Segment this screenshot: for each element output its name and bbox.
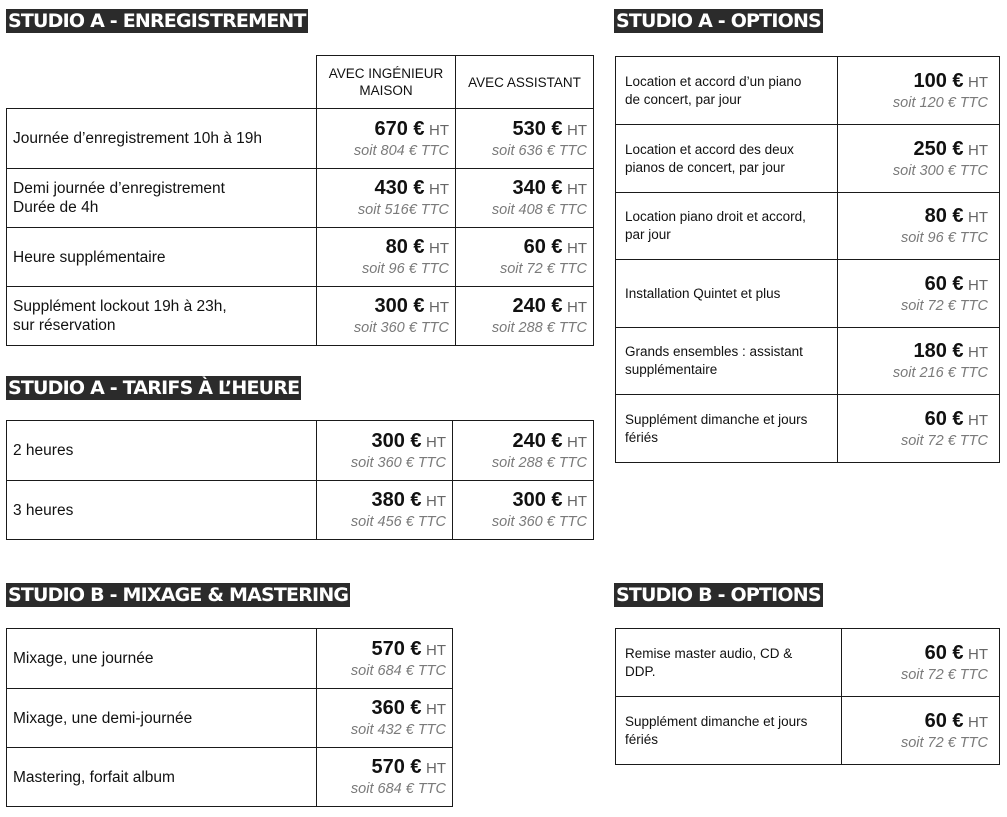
price-cell	[842, 697, 1000, 765]
price-ttc: soit 300 € TTC	[892, 162, 988, 179]
price-amount: 340 €	[512, 177, 563, 199]
table-row	[7, 629, 453, 689]
table-studio-a-enregistrement	[6, 55, 594, 346]
header-blank-cell	[7, 56, 317, 109]
price-unit: HT	[567, 121, 587, 139]
price-unit: HT	[968, 344, 988, 361]
table-row	[7, 228, 594, 287]
row-label: Location et accord d’un piano de concert, par jour	[616, 57, 838, 125]
price-unit: HT	[968, 411, 988, 429]
price-amount: 240 €	[512, 295, 563, 317]
price-unit: HT	[429, 121, 449, 139]
table-header-row	[7, 56, 594, 109]
table-row	[7, 748, 453, 807]
price-cell	[838, 125, 1000, 193]
price-unit: HT	[426, 641, 446, 659]
price-cell	[838, 57, 1000, 125]
price-amount: 360 €	[371, 697, 422, 719]
section-title-studio-a-options: STUDIO A - OPTIONS	[616, 10, 821, 32]
price-cell	[317, 689, 453, 748]
table-studio-b-options	[615, 628, 1000, 765]
price-cell	[838, 328, 1000, 395]
price-unit: HT	[968, 713, 988, 731]
table-row	[616, 125, 1000, 193]
price-unit: HT	[426, 760, 446, 777]
price-amount: 300 €	[512, 489, 563, 511]
table-row	[7, 689, 453, 748]
price-amount: 240 €	[512, 429, 563, 452]
price-amount: 100 €	[913, 69, 964, 92]
price-unit: HT	[968, 73, 988, 91]
price-ttc: soit 216 € TTC	[892, 365, 988, 381]
section-title-studio-b-options: STUDIO B - OPTIONS	[616, 584, 821, 606]
price-cell	[317, 748, 453, 807]
price-cell	[317, 287, 456, 346]
row-label: Installation Quintet et plus	[616, 260, 838, 328]
price-cell	[842, 629, 1000, 697]
price-amount: 250 €	[913, 137, 964, 160]
section-title-studio-b-mixage: STUDIO B - MIXAGE & MASTERING	[8, 584, 349, 606]
price-ttc: soit 72 € TTC	[900, 666, 988, 683]
row-label: Grands ensembles : assistant supplémentaire	[616, 328, 838, 395]
price-ttc: soit 360 € TTC	[350, 454, 446, 471]
price-cell	[317, 421, 453, 481]
price-amount: 60 €	[523, 236, 563, 258]
table-row	[7, 169, 594, 228]
price-unit: HT	[968, 276, 988, 294]
table-row	[7, 109, 594, 169]
row-label: Journée d’enregistrement 10h à 19h	[7, 109, 317, 169]
price-ttc: soit 96 € TTC	[900, 230, 988, 246]
price-ttc: soit 360 € TTC	[353, 320, 449, 336]
price-ttc: soit 408 € TTC	[491, 202, 587, 218]
price-ttc: soit 432 € TTC	[350, 722, 446, 738]
table-row	[616, 260, 1000, 328]
price-ttc: soit 456 € TTC	[350, 514, 446, 530]
price-amount: 180 €	[913, 340, 964, 362]
price-ttc: soit 684 € TTC	[350, 781, 446, 797]
price-cell	[453, 421, 594, 481]
price-unit: HT	[567, 181, 587, 198]
price-ttc: soit 360 € TTC	[491, 514, 587, 530]
price-cell	[838, 395, 1000, 463]
price-ttc: soit 72 € TTC	[499, 261, 587, 277]
price-ttc: soit 684 € TTC	[350, 662, 446, 679]
price-unit: HT	[426, 433, 446, 451]
table-studio-a-options	[615, 56, 1000, 463]
price-cell	[456, 287, 594, 346]
price-ttc: soit 636 € TTC	[491, 142, 587, 159]
price-amount: 530 €	[512, 117, 563, 140]
price-amount: 430 €	[374, 177, 425, 199]
price-ttc: soit 804 € TTC	[353, 142, 449, 159]
table-row	[616, 193, 1000, 260]
price-unit: HT	[426, 493, 446, 510]
price-unit: HT	[429, 240, 449, 257]
price-unit: HT	[968, 645, 988, 663]
price-cell	[317, 228, 456, 287]
price-amount: 60 €	[924, 641, 964, 664]
price-cell	[317, 169, 456, 228]
table-row	[616, 328, 1000, 395]
row-label: 2 heures	[7, 421, 317, 481]
table-row	[7, 481, 594, 540]
row-label: Mixage, une journée	[7, 629, 317, 689]
row-label: Remise master audio, CD & DDP.	[616, 629, 842, 697]
price-unit: HT	[968, 141, 988, 159]
table-studio-a-tarifs-heure	[6, 420, 594, 540]
row-label: Heure supplémentaire	[7, 228, 317, 287]
row-label: Mixage, une demi-journée	[7, 689, 317, 748]
price-unit: HT	[429, 181, 449, 198]
row-label: Demi journée d’enregistrement Durée de 4h	[7, 169, 317, 228]
price-unit: HT	[567, 433, 587, 451]
price-amount: 60 €	[924, 272, 964, 295]
price-amount: 570 €	[371, 756, 422, 778]
table-studio-b-mixage	[6, 628, 453, 807]
table-row	[7, 287, 594, 346]
table-row	[616, 57, 1000, 125]
row-label: Supplément lockout 19h à 23h, sur réservation	[7, 287, 317, 346]
price-amount: 60 €	[924, 407, 964, 430]
section-title-studio-a-enregistrement: STUDIO A - ENREGISTREMENT	[8, 10, 306, 32]
price-unit: HT	[426, 701, 446, 718]
price-cell	[317, 481, 453, 540]
price-amount: 570 €	[371, 637, 422, 660]
price-unit: HT	[567, 299, 587, 316]
header-avec-assistant: AVEC ASSISTANT	[456, 56, 594, 109]
price-ttc: soit 120 € TTC	[892, 94, 988, 111]
table-row	[616, 395, 1000, 463]
price-unit: HT	[429, 299, 449, 316]
price-amount: 60 €	[924, 709, 964, 732]
price-amount: 670 €	[374, 117, 425, 140]
price-cell	[453, 481, 594, 540]
price-ttc: soit 96 € TTC	[361, 261, 449, 277]
price-unit: HT	[567, 493, 587, 510]
price-cell	[456, 109, 594, 169]
price-amount: 300 €	[374, 295, 425, 317]
price-cell	[317, 629, 453, 689]
price-ttc: soit 72 € TTC	[900, 432, 988, 449]
price-ttc: soit 288 € TTC	[491, 454, 587, 471]
price-cell	[838, 260, 1000, 328]
price-unit: HT	[968, 209, 988, 226]
price-amount: 80 €	[924, 205, 964, 227]
price-cell	[456, 228, 594, 287]
price-ttc: soit 72 € TTC	[900, 734, 988, 751]
price-amount: 380 €	[371, 489, 422, 511]
table-row	[616, 629, 1000, 697]
price-ttc: soit 516€ TTC	[357, 202, 449, 218]
row-label: Mastering, forfait album	[7, 748, 317, 807]
price-ttc: soit 72 € TTC	[900, 297, 988, 314]
row-label: 3 heures	[7, 481, 317, 540]
price-cell	[317, 109, 456, 169]
price-cell	[456, 169, 594, 228]
row-label: Location piano droit et accord, par jour	[616, 193, 838, 260]
row-label: Supplément dimanche et jours fériés	[616, 395, 838, 463]
price-cell	[838, 193, 1000, 260]
section-title-studio-a-tarifs-heure: STUDIO A - TARIFS À L’HEURE	[8, 377, 300, 399]
price-ttc: soit 288 € TTC	[491, 320, 587, 336]
price-amount: 80 €	[385, 236, 425, 258]
table-row	[7, 421, 594, 481]
row-label: Supplément dimanche et jours fériés	[616, 697, 842, 765]
header-avec-ingenieur: AVEC INGÉNIEUR MAISON	[317, 56, 456, 109]
price-amount: 300 €	[371, 429, 422, 452]
table-row	[616, 697, 1000, 765]
row-label: Location et accord des deux pianos de concert, par jour	[616, 125, 838, 193]
price-unit: HT	[567, 240, 587, 257]
